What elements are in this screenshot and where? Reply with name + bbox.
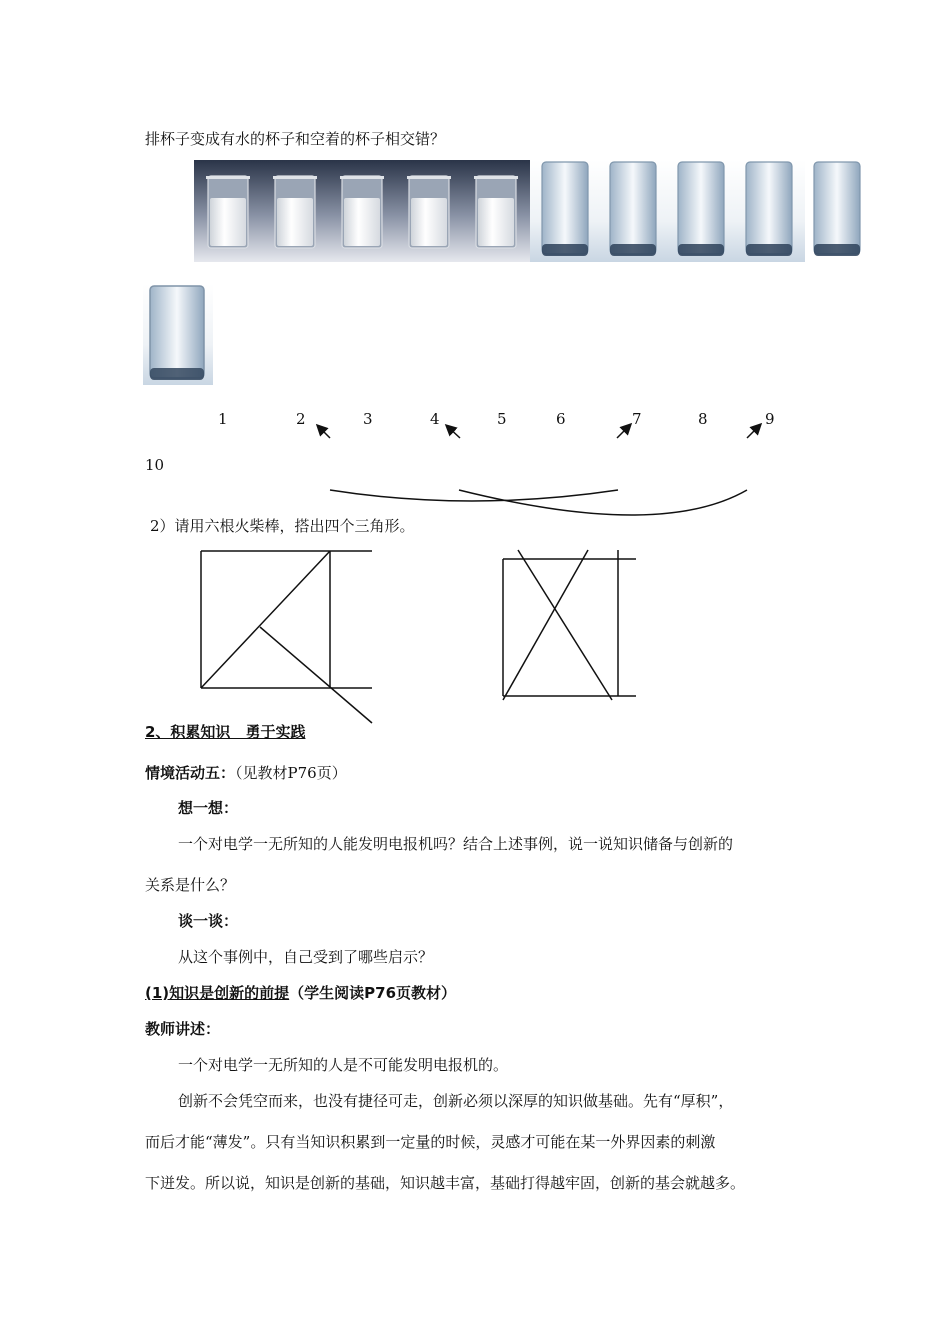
number-9: 9 [765,410,775,428]
point-1-heading [145,982,456,1003]
number-6: 6 [556,410,566,428]
arrow-up-left-icon [447,426,460,438]
arrow-up-right-icon [747,425,760,438]
teacher-paragraph-line-3: 下迸发。所以说，知识是创新的基础，知识越丰富，基础打得越牢固，创新的基会就越多。 [145,1174,746,1192]
swap-curve-1 [330,490,618,501]
think-paragraph-line-2: 关系是什么？ [145,876,236,894]
teacher-paragraph-line-1: 创新不会凭空而来，也没有捷径可走，创新必须以深厚的知识做基础。先有“厚积”， [178,1092,734,1110]
teacher-paragraph-line-2: 而后才能“薄发”。只有当知识积累到一定量的时候，灵感才可能在某一外界因素的刺激 [145,1133,716,1151]
intro-line: 排杯子变成有水的杯子和空着的杯子相交错？ [145,130,446,148]
arrow-up-left-icon [318,426,330,438]
puzzle-line: 2）请用六根火柴棒，搭出四个三角形。 [150,517,415,535]
activity-line [145,762,347,783]
number-7: 7 [632,410,642,428]
think-label: 想一想： [178,799,239,817]
number-2: 2 [296,410,306,428]
number-8: 8 [698,410,708,428]
number-3: 3 [363,410,373,428]
think-paragraph-line-1: 一个对电学一无所知的人能发明电报机吗？结合上述事例，说一说知识储备与创新的 [178,835,734,853]
teacher-label: 教师讲述： [145,1020,221,1038]
number-10: 10 [145,456,165,474]
activity-label: 情境活动五： [145,764,236,782]
talk-label: 谈一谈： [178,912,239,930]
swap-curve-2 [459,490,747,515]
activity-ref: （见教材P76页） [235,764,347,782]
teacher-line-1: 一个对电学一无所知的人是不可能发明电报机的。 [178,1056,509,1074]
matchstick-figure-right [503,550,636,700]
section-heading: 2、积累知识 勇于实践 [145,723,306,741]
number-1: 1 [218,410,228,428]
arrow-up-right-icon [617,425,630,438]
talk-text: 从这个事例中，自己受到了哪些启示？ [178,948,434,966]
point-1-underlined: (1)知识是创新的前提 [145,984,290,1002]
point-1-rest: （学生阅读P76页教材） [289,984,457,1002]
number-5: 5 [497,410,507,428]
number-4: 4 [430,410,440,428]
matchstick-figure-left [201,551,372,723]
